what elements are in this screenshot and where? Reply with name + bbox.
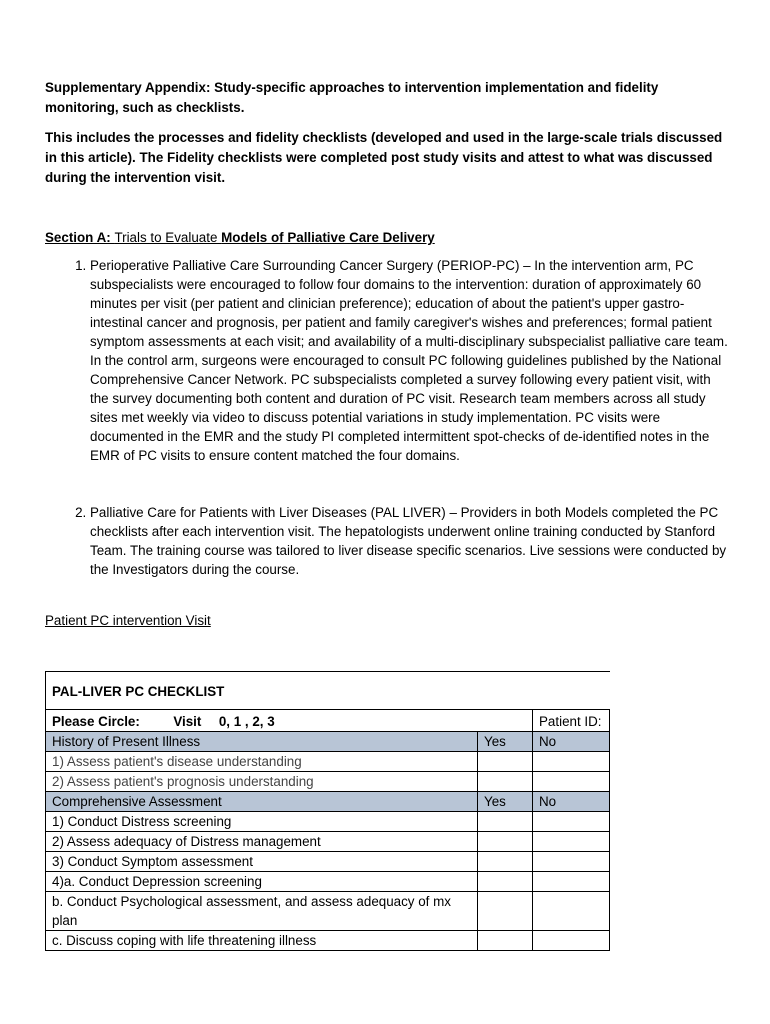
table-row — [46, 812, 610, 832]
row-label: b. Conduct Psychological assessment, and assess adequacy of mx plan — [46, 892, 478, 931]
yes-cell[interactable] — [478, 852, 533, 872]
row-label: 1) Conduct Distress screening — [46, 812, 478, 832]
group-header-label: History of Present Illness — [46, 732, 478, 752]
visit-label: Visit — [173, 714, 202, 729]
visit-options[interactable]: 0, 1 , 2, 3 — [218, 714, 275, 729]
yes-cell[interactable] — [478, 892, 533, 931]
checklist-title: PAL-LIVER PC CHECKLIST — [46, 672, 610, 710]
no-cell[interactable] — [533, 772, 610, 792]
document-page — [45, 78, 730, 951]
table-group-header — [46, 792, 610, 812]
table-row — [46, 752, 610, 772]
visit-title: Patient PC intervention Visit — [45, 613, 211, 628]
trial-list — [45, 256, 730, 579]
table-row — [46, 872, 610, 892]
yes-cell[interactable] — [478, 812, 533, 832]
yes-header: Yes — [478, 792, 533, 812]
row-label: 2) Assess patient's prognosis understanding — [46, 772, 478, 792]
yes-header: Yes — [478, 732, 533, 752]
group-header-label: Comprehensive Assessment — [46, 792, 478, 812]
no-cell[interactable] — [533, 812, 610, 832]
section-a-label: Section A: — [45, 230, 115, 245]
row-label: 3) Conduct Symptom assessment — [46, 852, 478, 872]
no-cell[interactable] — [533, 872, 610, 892]
row-label: c. Discuss coping with life threatening illness — [46, 931, 478, 951]
section-a-subtitle-bold: Models of Palliative Care Delivery — [221, 230, 435, 245]
patient-id-label: Patient ID: — [533, 710, 610, 732]
table-row — [46, 931, 610, 951]
appendix-heading: Supplementary Appendix: Study-specific approaches to intervention implementation and fidelity monitoring, such as checklists. — [45, 80, 659, 115]
table-row — [46, 772, 610, 792]
no-cell[interactable] — [533, 931, 610, 951]
list-item: 2. Palliative Care for Patients with Liver Diseases (PAL LIVER) – Providers in both Models completed the PC checklists after each intervention visit. The hepatologists underwent online training conducted by Stanford Team. The training course was tailored to liver disease specific scenarios. Live sessions were conducted by the Investigators during the course. — [90, 503, 730, 579]
no-header: No — [533, 792, 610, 812]
intro-paragraph: This includes the processes and fidelity checklists (developed and used in the large-scale trials discussed in this article). The Fidelity checklists were completed post study visits and attest to what was discussed during the intervention visit. — [45, 130, 723, 185]
yes-cell[interactable] — [478, 832, 533, 852]
row-label: 4)a. Conduct Depression screening — [46, 872, 478, 892]
checklist-table — [45, 671, 610, 951]
table-group-header — [46, 732, 610, 752]
row-label: 2) Assess adequacy of Distress management — [46, 832, 478, 852]
yes-cell[interactable] — [478, 931, 533, 951]
section-a-title — [45, 228, 730, 248]
table-row — [46, 892, 610, 931]
table-row — [46, 852, 610, 872]
yes-cell[interactable] — [478, 752, 533, 772]
no-cell[interactable] — [533, 892, 610, 931]
visit-selector — [46, 710, 533, 732]
please-circle-label: Please Circle: — [52, 714, 140, 729]
table-row — [46, 832, 610, 852]
visit-row — [46, 710, 610, 732]
checklist-title-row — [46, 672, 610, 710]
yes-cell[interactable] — [478, 772, 533, 792]
section-a-subtitle-light: Trials to Evaluate — [114, 230, 222, 245]
no-cell[interactable] — [533, 852, 610, 872]
no-cell[interactable] — [533, 832, 610, 852]
yes-cell[interactable] — [478, 872, 533, 892]
no-cell[interactable] — [533, 752, 610, 772]
list-item: 1. Perioperative Palliative Care Surrounding Cancer Surgery (PERIOP-PC) – In the intervention arm, PC subspecialists were encouraged to follow four domains to the intervention: duration of approximately 60 minutes per visit (per patient and clinician preference); education of about the patient's upper gastro-intestinal cancer and prognosis, per patient and family caregiver's wishes and preferences; formal patient symptom assessments at each visit; and availability of a multi-disciplinary subspecialist palliative care team. In the control arm, surgeons were encouraged to consult PC following guidelines published by the National Comprehensive Cancer Network. PC subspecialists completed a survey following every patient visit, with the survey documenting both content and duration of PC visit. Research team members across all study sites met weekly via video to discuss potential variations in study implementation. PC visits were documented in the EMR and the study PI completed intermittent spot-checks of de-identified notes in the EMR of PC visits to ensure content matched the four domains. — [90, 256, 730, 465]
row-label: 1) Assess patient's disease understanding — [46, 752, 478, 772]
no-header: No — [533, 732, 610, 752]
